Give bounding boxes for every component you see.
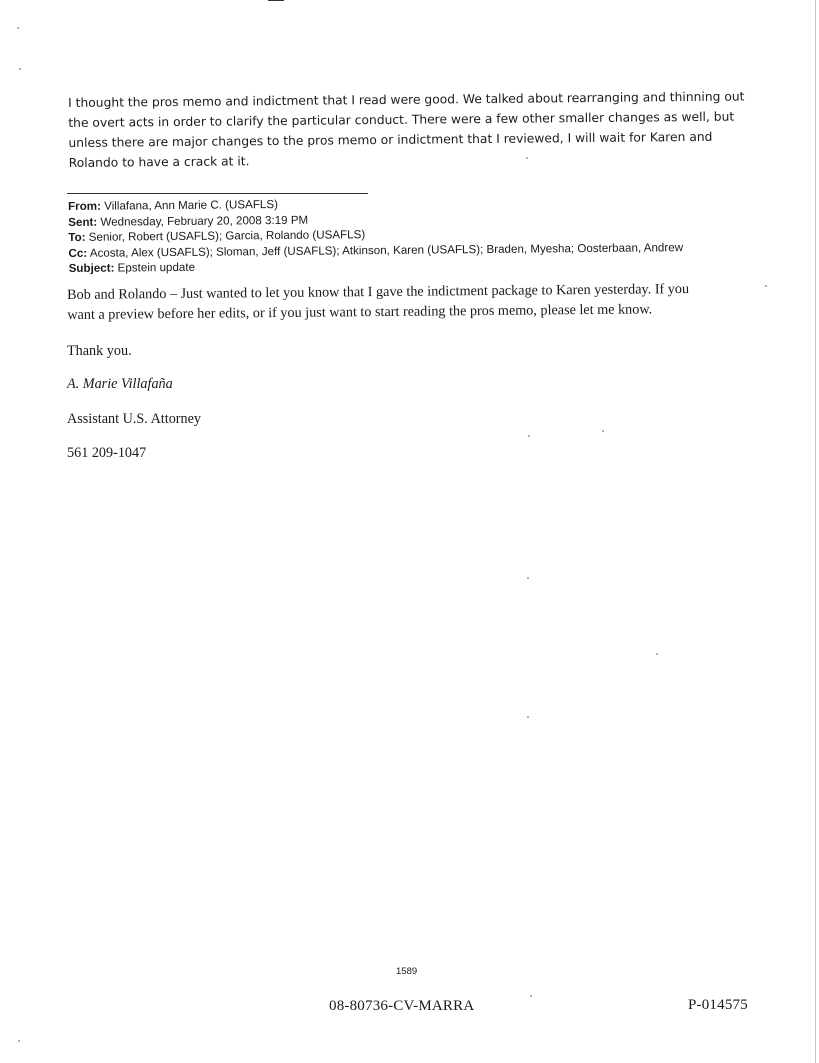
- scan-speck: [530, 995, 532, 997]
- page-edge-line: [815, 0, 816, 1063]
- message-line: want a preview before her edits, or if you just want to start reading the pros memo, please let me know.: [67, 301, 653, 323]
- subject-label: Subject:: [68, 261, 115, 275]
- scan-speck: [765, 285, 767, 287]
- bates-number: P-014575: [688, 997, 748, 1013]
- scan-speck: [528, 435, 530, 437]
- signature-title: Assistant U.S. Attorney: [67, 411, 201, 427]
- reply-line: unless there are major changes to the pros memo or indictment that I reviewed, I will wait for Karen and: [68, 129, 713, 150]
- signature-name: A. Marie Villafaña: [67, 376, 173, 392]
- signature-phone: 561 209-1047: [67, 445, 147, 461]
- case-number: 08-80736-CV-MARRA: [329, 998, 475, 1014]
- closing-text: Thank you.: [67, 343, 132, 359]
- subject-value: Epstein update: [117, 260, 196, 275]
- message-body: [67, 279, 689, 325]
- reply-paragraph: [68, 86, 749, 173]
- scan-speck: [526, 157, 528, 159]
- scan-speck: [527, 716, 529, 718]
- sent-label: Sent:: [68, 215, 98, 229]
- email-separator-rule: [67, 193, 368, 194]
- from-value: Villafana, Ann Marie C. (USAFLS): [104, 197, 278, 213]
- reply-line: I thought the pros memo and indictment that I read were good. We talked about rearranging and thinning out: [68, 89, 745, 110]
- scan-speck: [602, 430, 604, 432]
- scan-speck: [527, 577, 529, 579]
- cc-label: Cc:: [68, 246, 88, 260]
- top-edge-mark: [268, 0, 284, 1]
- sent-value: Wednesday, February 20, 2008 3:19 PM: [100, 213, 309, 229]
- scan-speck: [656, 653, 658, 655]
- email-header: [68, 192, 749, 276]
- scan-speck: [17, 27, 19, 29]
- reply-line: Rolando to have a crack at it.: [68, 154, 250, 170]
- to-value: Senior, Robert (USAFLS); Garcia, Rolando (USAFLS): [88, 228, 366, 244]
- to-label: To:: [68, 230, 86, 244]
- from-label: From:: [68, 199, 101, 213]
- scan-speck: [19, 68, 21, 70]
- message-line: Bob and Rolando – Just wanted to let you know that I gave the indictment package to Karen yesterday. If you: [67, 281, 690, 303]
- page-number: 1589: [396, 966, 418, 977]
- reply-line: the overt acts in order to clarify the particular conduct. There were a few other smaller changes as well, but: [68, 109, 735, 130]
- cc-value: Acosta, Alex (USAFLS); Sloman, Jeff (USAFLS); Atkinson, Karen (USAFLS); Braden, Myesha; Oosterbaan, Andrew: [89, 240, 684, 260]
- scan-speck: [18, 1040, 20, 1042]
